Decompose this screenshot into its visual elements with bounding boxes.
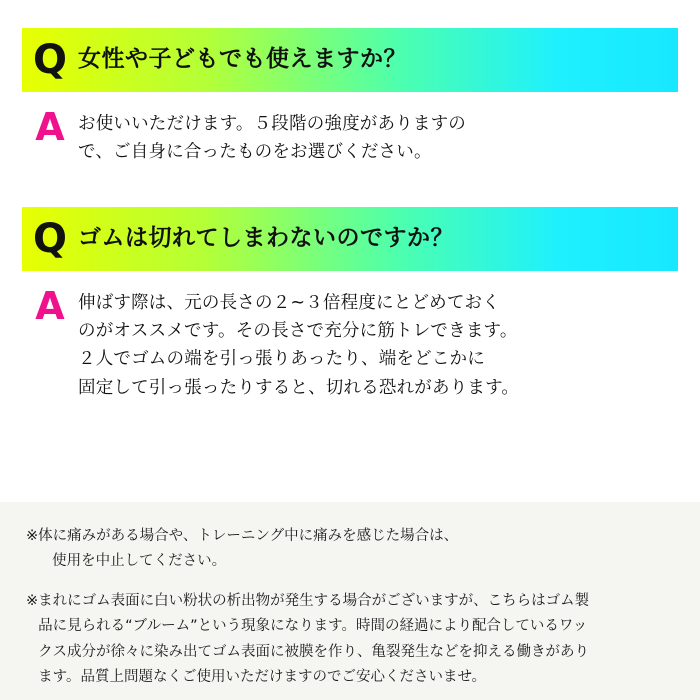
note-body [38, 524, 674, 575]
answer-block-1 [22, 106, 678, 167]
footer-notes [0, 502, 700, 700]
question-letter-1: Q [32, 37, 67, 83]
note-body [38, 589, 674, 691]
answer-line: 伸ばす際は、元の長さの２~３倍程度にとどめておく [78, 292, 500, 313]
answer-letter-2: A [35, 283, 65, 328]
note-mark: ※ [26, 528, 39, 544]
note-2 [26, 589, 674, 691]
answer-line: のがオススメです。その長さで充分に筋トレできます。 [78, 321, 518, 342]
faq-item-1 [0, 0, 700, 167]
answer-line: で、ご自身に合ったものをお選びください。 [78, 142, 432, 163]
answer-line: お使いいただけます。５段階の強度がありますの [78, 114, 466, 134]
question-banner-2 [22, 207, 678, 271]
faq-item-2 [0, 167, 700, 402]
answer-block-2 [22, 285, 678, 402]
answer-letter-1: A [35, 105, 65, 149]
note-line: 体に痛みがある場合や、トレーニング中に痛みを感じた場合は、 [38, 528, 459, 544]
note-line: 使用を中止してください。 [52, 553, 227, 570]
note-1 [26, 524, 674, 575]
question-letter-2: Q [32, 215, 67, 262]
note-line: 品に見られる“ブルーム”という現象になります。時間の経過により配合しているワッ [38, 618, 588, 635]
note-line: ます。品質上問題なくご使用いただけますのでご安心くださいませ。 [38, 668, 487, 685]
question-banner-1 [22, 28, 678, 92]
note-mark: ※ [26, 592, 39, 609]
answer-line: 固定して引っ張ったりすると、切れる恐れがあります。 [78, 377, 520, 398]
question-text-1: 女性や子どもでも使えますか？ [78, 46, 407, 73]
note-line: クス成分が徐々に染み出てゴム表面に被膜を作り、亀裂発生などを抑える働きがあり [38, 643, 590, 660]
answer-text-1 [78, 106, 678, 167]
answer-text-2 [78, 285, 678, 402]
note-line: まれにゴム表面に白い粉状の析出物が発生する場合がございますが、こちらはゴム製 [38, 592, 590, 609]
answer-line: ２人でゴムの端を引っ張りあったり、端をどこかに [78, 349, 485, 370]
question-text-2: ゴムは切れてしまわないのですか？ [78, 224, 454, 251]
